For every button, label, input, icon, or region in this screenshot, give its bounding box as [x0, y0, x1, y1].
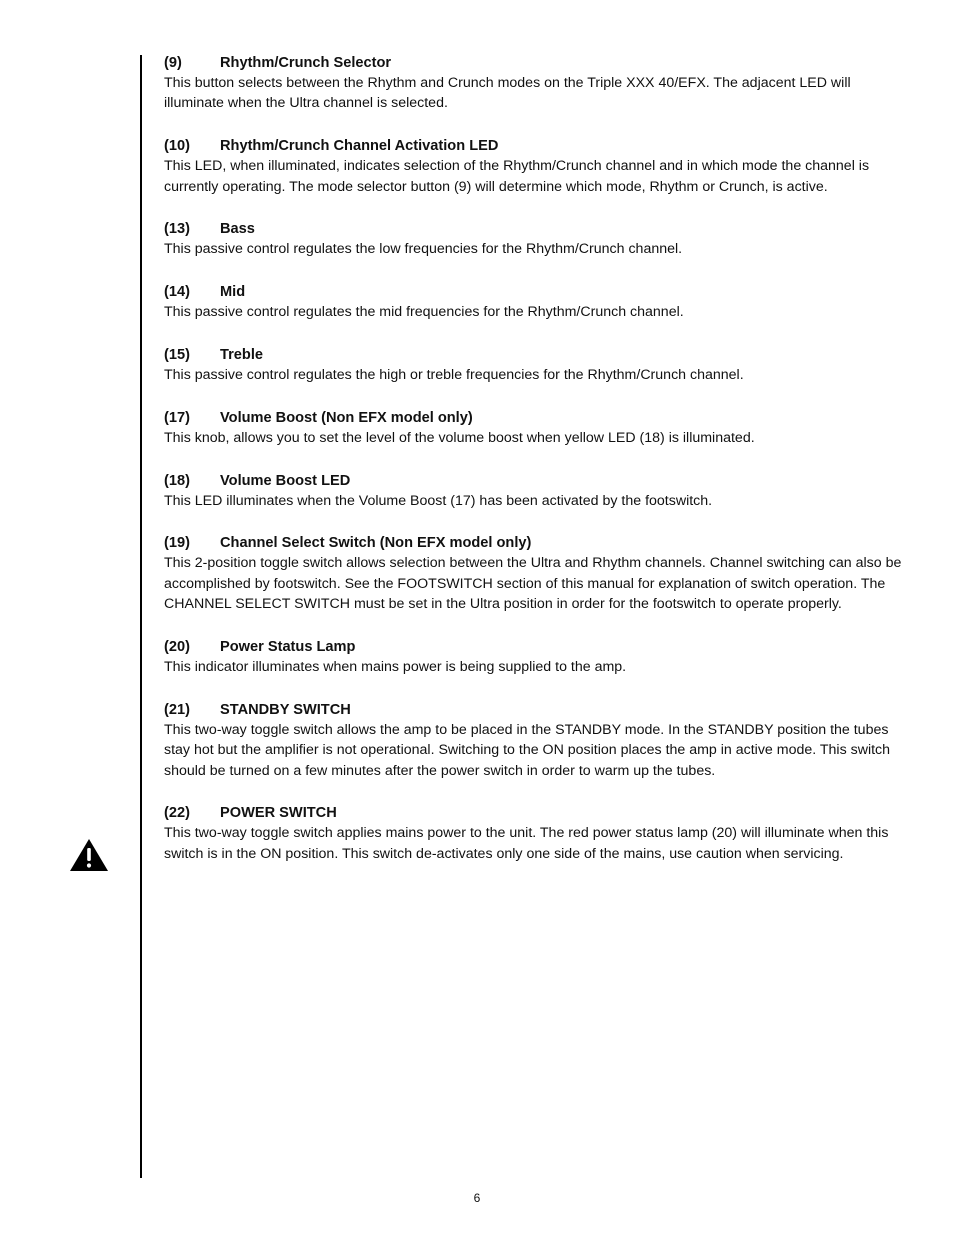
section-volume-boost — [164, 408, 904, 448]
section-treble — [164, 345, 904, 385]
section-rhythm-crunch-selector — [164, 53, 904, 114]
section-body: This two-way toggle switch allows the amp to be placed in the STANDBY mode. In the STANDBY position the tubes stay hot but the amplifier is not operational. Switching to the ON position places the amp in active mode. This switch should be turned on a few minutes after the power switch in order to warm up the tubes. — [164, 721, 891, 779]
section-title: STANDBY SWITCH — [220, 701, 351, 718]
section-body: This 2-position toggle switch allows selection between the Ultra and Rhythm channels. Channel switching can also be accomplished by footswitch. See the FOOTSWITCH section of this manual for explanation of switch operation. The CHANNEL SELECT SWITCH must be set in the Ultra position in order for the footswitch to operate properly. — [164, 555, 902, 613]
section-heading — [164, 136, 904, 156]
section-title: Rhythm/Crunch Selector — [220, 55, 392, 71]
document-body — [164, 53, 904, 887]
section-title: Rhythm/Crunch Channel Activation LED — [220, 138, 499, 155]
section-heading — [164, 700, 904, 720]
section-heading — [164, 533, 904, 553]
section-number: (14) — [164, 284, 190, 301]
section-title: Treble — [220, 347, 263, 363]
section-standby-switch — [164, 700, 904, 781]
page-number: 6 — [473, 1191, 481, 1205]
section-body: This two-way toggle switch applies mains power to the unit. The red power status lamp (20) will illuminate when this switch is in the ON position. This switch de-activates only one side of the mains, use caution when servicing. — [164, 825, 889, 862]
section-title: Bass — [220, 221, 255, 238]
section-title: Mid — [220, 284, 246, 301]
section-number: (18) — [164, 472, 190, 489]
section-body: This passive control regulates the high or treble frequencies for the Rhythm/Crunch channel. — [164, 367, 744, 383]
section-title: Channel Select Switch (Non EFX model only) — [220, 535, 532, 552]
section-power-switch — [164, 803, 904, 864]
section-body: This LED, when illuminated, indicates selection of the Rhythm/Crunch channel and in which mode the channel is currently operating. The mode selector button (9) will determine which mode, Rhythm or Crunch, is active. — [164, 158, 870, 195]
section-heading — [164, 53, 904, 73]
section-number: (22) — [164, 805, 190, 822]
section-body: This button selects between the Rhythm and Crunch modes on the Triple XXX 40/EFX. The adjacent LED will illuminate when the Ultra channel is selected. — [164, 75, 851, 112]
section-channel-select-switch — [164, 533, 904, 614]
section-heading — [164, 471, 904, 491]
section-power-status-lamp — [164, 637, 904, 677]
margin-rule — [140, 55, 142, 1178]
section-heading — [164, 637, 904, 657]
section-title: Power Status Lamp — [220, 639, 356, 655]
section-number: (9) — [164, 55, 182, 71]
section-number: (20) — [164, 639, 190, 655]
section-mid — [164, 282, 904, 322]
section-heading — [164, 282, 904, 302]
section-bass — [164, 219, 904, 259]
section-number: (21) — [164, 701, 190, 718]
section-number: (15) — [164, 347, 190, 363]
section-heading — [164, 408, 904, 428]
section-body: This LED illuminates when the Volume Boost (17) has been activated by the footswitch. — [164, 492, 713, 509]
section-body: This knob, allows you to set the level of the volume boost when yellow LED (18) is illuminated. — [164, 429, 755, 446]
section-body: This passive control regulates the mid frequencies for the Rhythm/Crunch channel. — [164, 304, 684, 321]
section-heading — [164, 345, 904, 365]
section-volume-boost-led — [164, 471, 904, 511]
warning-triangle-icon — [69, 838, 109, 872]
section-title: POWER SWITCH — [220, 805, 337, 822]
section-title: Volume Boost (Non EFX model only) — [220, 409, 473, 426]
section-title: Volume Boost LED — [220, 472, 351, 489]
section-number: (13) — [164, 221, 190, 238]
section-number: (17) — [164, 409, 190, 426]
section-body: This indicator illuminates when mains power is being supplied to the amp. — [164, 659, 627, 675]
section-number: (19) — [164, 535, 190, 552]
section-heading — [164, 803, 904, 823]
section-heading — [164, 219, 904, 239]
section-body: This passive control regulates the low frequencies for the Rhythm/Crunch channel. — [164, 241, 683, 258]
section-number: (10) — [164, 138, 190, 155]
section-channel-activation-led — [164, 136, 904, 197]
